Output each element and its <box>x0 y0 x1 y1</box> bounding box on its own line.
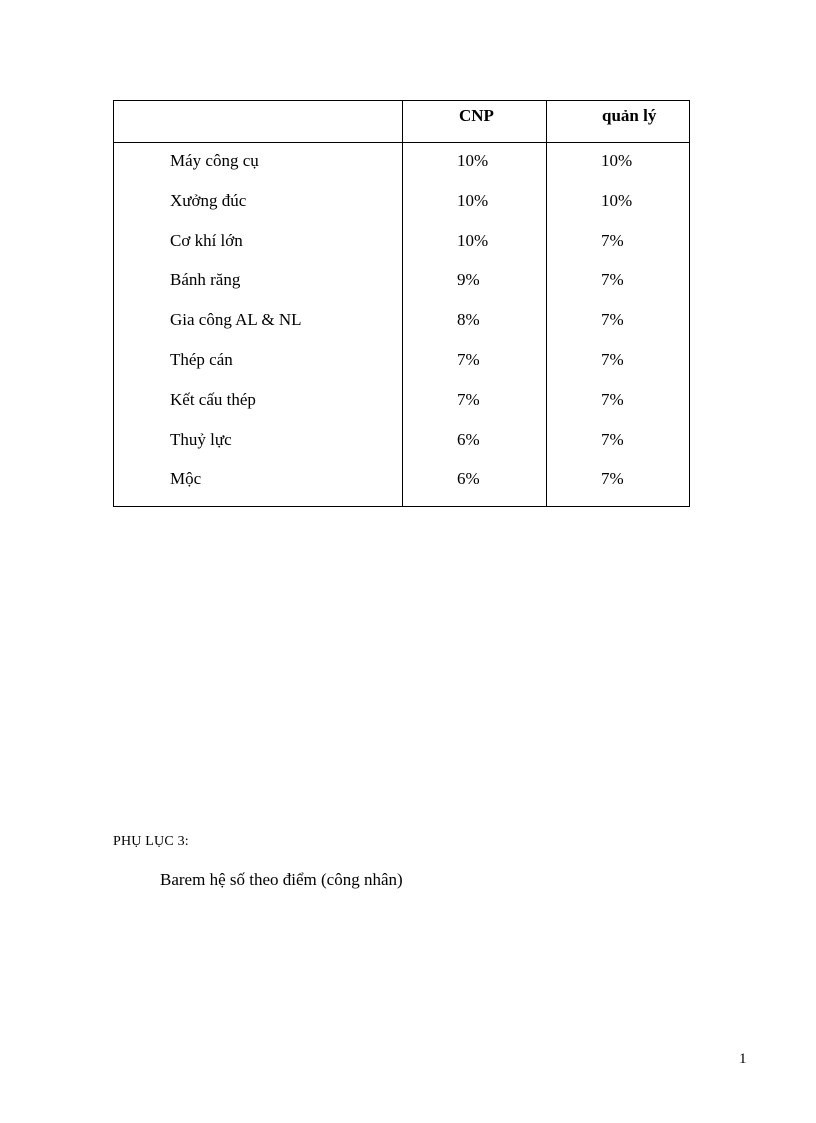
page-number: 1 <box>739 1051 747 1067</box>
row-label: Xưởng đúc <box>170 191 247 210</box>
table-row <box>114 348 689 372</box>
table-row <box>114 388 689 412</box>
quan-ly-value: 7% <box>601 270 624 289</box>
header-quan-ly: quản lý <box>602 106 657 125</box>
table-row <box>114 428 689 452</box>
cnp-value: 10% <box>457 191 489 210</box>
appendix-title: PHỤ LỤC 3: <box>113 834 189 849</box>
quan-ly-value: 7% <box>601 469 624 488</box>
header-divider <box>114 142 689 143</box>
table-row <box>114 308 689 332</box>
cnp-value: 6% <box>457 469 480 488</box>
quan-ly-value: 7% <box>601 310 624 329</box>
table-row <box>114 467 689 491</box>
section-subtitle: Barem hệ số theo điểm (công nhân) <box>160 870 403 889</box>
quan-ly-value: 7% <box>601 390 624 409</box>
cnp-value: 10% <box>457 151 489 170</box>
header-cnp: CNP <box>459 106 494 125</box>
quan-ly-value: 7% <box>601 430 624 449</box>
row-label: Thuỷ lực <box>170 430 232 449</box>
percentage-table <box>113 100 690 507</box>
row-label: Máy công cụ <box>170 151 259 170</box>
quan-ly-value: 7% <box>601 231 624 250</box>
quan-ly-value: 10% <box>601 191 633 210</box>
cnp-value: 9% <box>457 270 480 289</box>
cnp-value: 8% <box>457 310 480 329</box>
row-label: Cơ khí lớn <box>170 231 243 250</box>
table-row <box>114 189 689 213</box>
row-label: Mộc <box>170 469 202 488</box>
cnp-value: 7% <box>457 350 480 369</box>
cnp-value: 7% <box>457 390 480 409</box>
quan-ly-value: 10% <box>601 151 633 170</box>
quan-ly-value: 7% <box>601 350 624 369</box>
row-label: Gia công AL & NL <box>170 310 302 329</box>
table-row <box>114 149 689 173</box>
row-label: Bánh răng <box>170 270 241 289</box>
row-label: Kết cấu thép <box>170 390 256 409</box>
row-label: Thép cán <box>170 350 233 369</box>
table-row <box>114 229 689 253</box>
cnp-value: 6% <box>457 430 480 449</box>
table-row <box>114 268 689 292</box>
cnp-value: 10% <box>457 231 489 250</box>
